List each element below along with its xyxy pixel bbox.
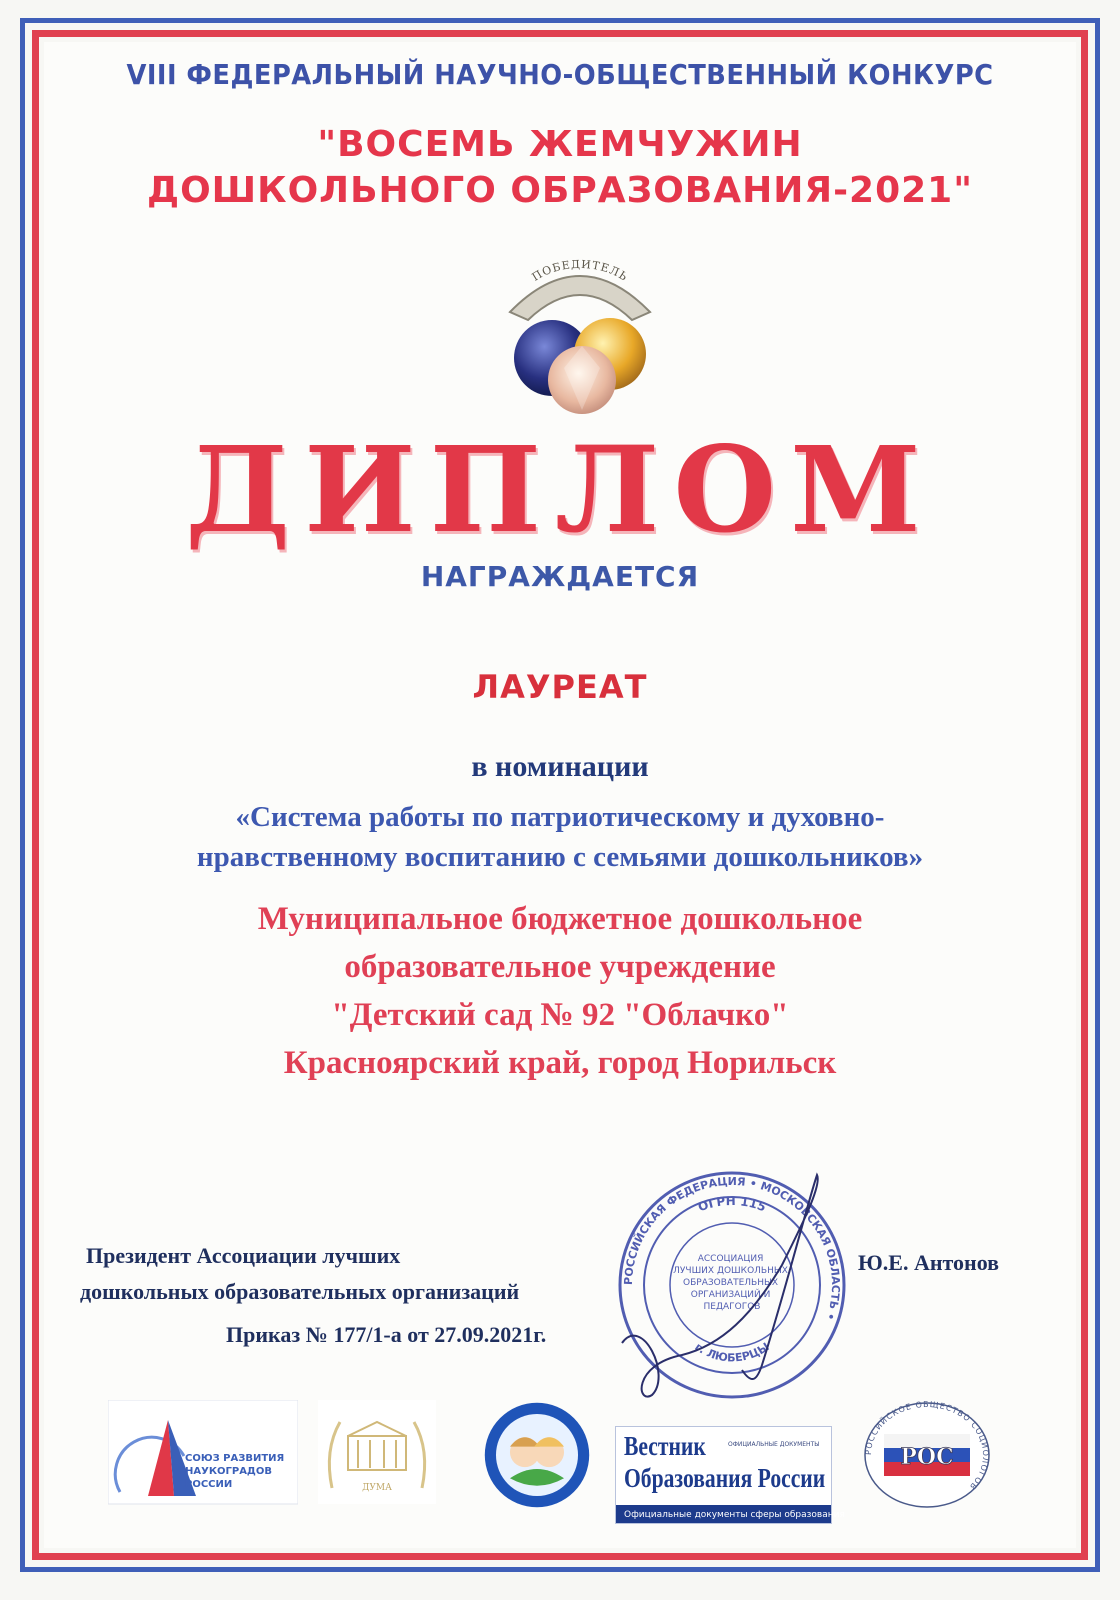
ros-ring-text: РОССИЙСКОЕ ОБЩЕСТВО СОЦИОЛОГОВ: [863, 1400, 991, 1492]
contest-line: VIII ФЕДЕРАЛЬНЫЙ НАУЧНО-ОБЩЕСТВЕННЫЙ КОНКУРС: [126, 58, 994, 91]
signatory-title-line1: Президент Ассоциации лучших: [86, 1243, 401, 1268]
seal-ogrn: ОГРН 115: [696, 1193, 768, 1215]
vestnik-title-line2: Образования России: [624, 1463, 826, 1493]
signatory-title-line2: дошкольных образовательных организаций: [80, 1279, 520, 1304]
svg-text:г. ЛЮБЕРЦЫ: [692, 1340, 771, 1364]
organization-line3: "Детский сад № 92 "Облачко": [331, 997, 789, 1033]
duma-logo: [318, 1400, 436, 1510]
soyuz-logo-text: [185, 1452, 284, 1491]
vestnik-small-label: ОФИЦИАЛЬНЫЕ ДОКУМЕНТЫ: [728, 1441, 820, 1448]
seal-inner-4: ОРГАНИЗАЦИЙ И: [690, 1290, 771, 1300]
diploma-title: ДИПЛОМ: [185, 420, 935, 559]
seal-bottom-text: г. ЛЮБЕРЦЫ: [692, 1340, 772, 1365]
ros-label: РОС: [900, 1444, 954, 1470]
soyuz-line2: НАУКОГРАДОВ: [185, 1466, 272, 1477]
organization-line4: Красноярский край, город Норильск: [283, 1045, 837, 1081]
nomination-line1: «Система работы по патриотическому и духовно-: [235, 801, 885, 833]
organization-line2: образовательное учреждение: [344, 949, 776, 985]
emblem-ribbon-text: ПОБЕДИТЕЛЬ: [529, 257, 631, 284]
seal-inner-3: ОБРАЗОВАТЕЛЬНЫХ: [683, 1278, 779, 1288]
awarded-label: НАГРАЖДАЕТСЯ: [420, 560, 700, 593]
seal-inner-1: АССОЦИАЦИЯ: [697, 1254, 764, 1264]
official-seal: [612, 1165, 852, 1405]
soyuz-line1: СОЮЗ РАЗВИТИЯ: [185, 1453, 285, 1464]
signatory-name: Ю.Е. Антонов: [858, 1250, 1000, 1275]
svg-text:ОГРН 115: [696, 1194, 768, 1214]
nomination-label: в номинации: [471, 750, 649, 783]
contest-name-line1: "ВОСЕМЬ ЖЕМЧУЖИН: [317, 124, 803, 165]
soyuz-line3: РОССИИ: [185, 1479, 233, 1490]
order-reference: Приказ № 177/1-а от 27.09.2021г.: [226, 1322, 547, 1347]
winner-emblem: [490, 250, 670, 420]
signatory-title: [80, 1238, 640, 1310]
vestnik-logo: [615, 1426, 845, 1524]
vestnik-bottom-text: Официальные документы сферы образования: [624, 1510, 845, 1520]
contest-name-line2: ДОШКОЛЬНОГО ОБРАЗОВАНИЯ-2021": [147, 170, 973, 211]
seal-inner-2: ЛУЧШИХ ДОШКОЛЬНЫХ: [673, 1266, 788, 1276]
association-logo: [478, 1400, 596, 1510]
seal-outer-text: РОССИЙСКАЯ ФЕДЕРАЦИЯ • МОСКОВСКАЯ ОБЛАСТЬ •: [621, 1174, 843, 1322]
organization-line1: Муниципальное бюджетное дошкольное: [257, 901, 863, 937]
ros-logo: [852, 1400, 1002, 1510]
seal-inner-5: ПЕДАГОГОВ: [703, 1302, 761, 1312]
nomination-line2: нравственному воспитанию с семьями дошкольников»: [196, 841, 924, 873]
svg-text:АССОЦИАЦИЯ ЛУЧШИХ ДОШКОЛ: [673, 1254, 791, 1312]
vestnik-title-line1: Вестник: [624, 1431, 706, 1461]
laureate-status: ЛАУРЕАТ: [472, 668, 648, 706]
duma-label: ДУМА: [362, 1483, 392, 1493]
